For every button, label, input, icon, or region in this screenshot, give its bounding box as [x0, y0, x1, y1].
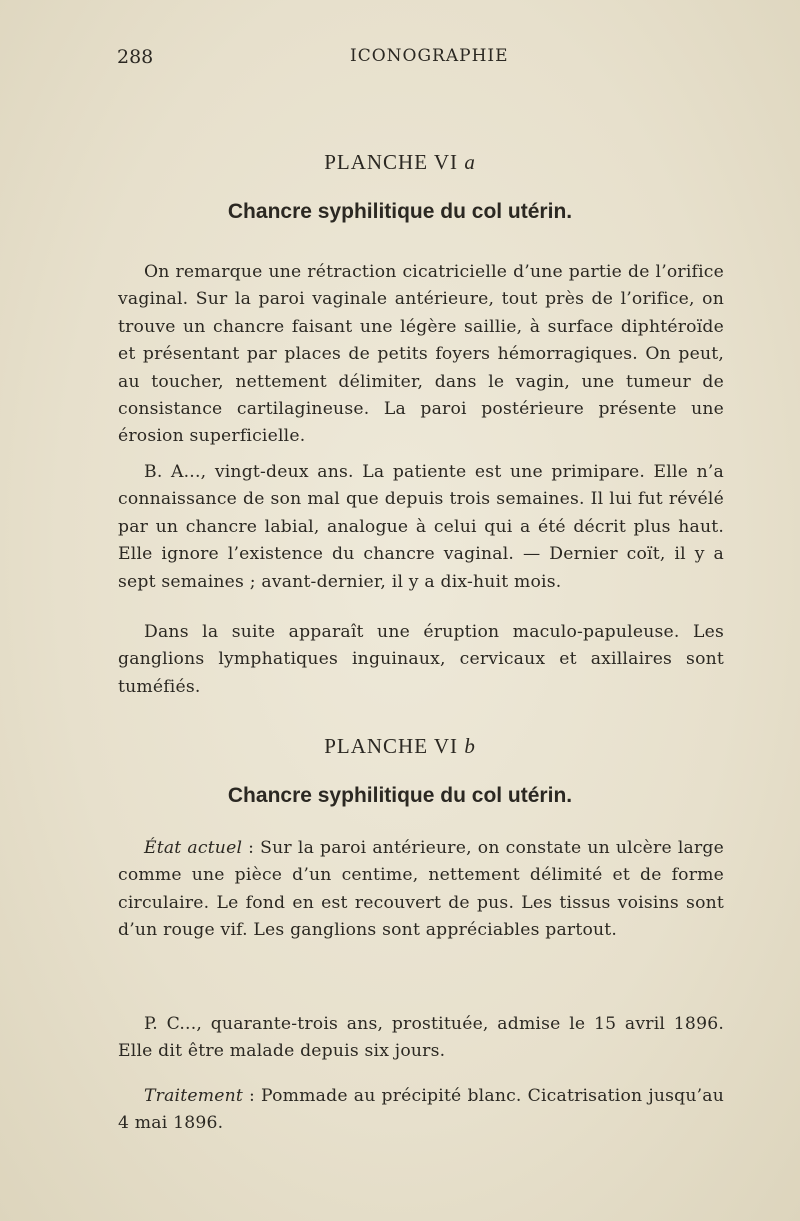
plate-a-heading — [0, 150, 800, 175]
page-number: 288 — [117, 46, 154, 68]
plate-a-paragraph-1: On remarque une rétraction cicatricielle d’une partie de l’orifice vaginal. Sur la paroi vaginale antérieure, tout près de l’orifice, on trouve un chancre faisant une légère saillie, à surface diphtéroïde et présentant par places de petits foyers hémorragiques. On peut, au toucher, nettement délimiter, dans le vagin, une tumeur de consistance cartilagineuse. La paroi postérieure présente une érosion superficielle. — [118, 262, 724, 447]
plate-b-patient: P. C..., quarante-trois ans, prostituée, admise le 15 avril 1896. Elle dit être malade depuis six jours. — [118, 1014, 724, 1062]
etat-actuel-text: : Sur la paroi antérieure, on constate un ulcère large comme une pièce d’un centime, nettement délimité et de forme circulaire. Le fond en est recouvert de pus. Les tissus voisins sont d’un rouge vif. Les ganglions sont appréciables partout. — [118, 838, 724, 941]
etat-actuel-label: État actuel — [144, 838, 243, 858]
plate-b-heading — [0, 734, 800, 759]
plate-b-etat-actuel — [118, 835, 724, 945]
plate-a-letter: a — [464, 150, 476, 174]
plate-b-label: PLANCHE VI — [324, 734, 459, 758]
plate-a-label: PLANCHE VI — [324, 150, 459, 174]
plate-a-paragraph-2: B. A..., vingt-deux ans. La patiente est une primipare. Elle n’a connaissance de son mal que depuis trois semaines. Il lui fut révélé par un chancre labial, analogue à celui qui a été décrit plus haut. Elle ignore l’existence du chancre vaginal. — Dernier coït, il y a sept semaines ; avant-dernier, il y a dix-huit mois. — [118, 462, 724, 592]
running-title: ICONOGRAPHIE — [350, 46, 509, 66]
traitement-label: Traitement — [144, 1086, 243, 1106]
plate-b-letter: b — [464, 734, 476, 758]
plate-a-title: Chancre syphilitique du col utérin. — [227, 200, 573, 223]
plate-a-paragraph-3: Dans la suite apparaît une éruption maculo-papuleuse. Les ganglions lymphatiques inguinaux, cervicaux et axillaires sont tuméfiés. — [118, 622, 724, 697]
traitement-text: : Pommade au précipité blanc. Cicatrisation jusqu’au 4 mai 1896. — [118, 1086, 724, 1134]
plate-b-title: Chancre syphilitique du col utérin. — [227, 784, 573, 807]
plate-b-traitement — [118, 1083, 724, 1138]
